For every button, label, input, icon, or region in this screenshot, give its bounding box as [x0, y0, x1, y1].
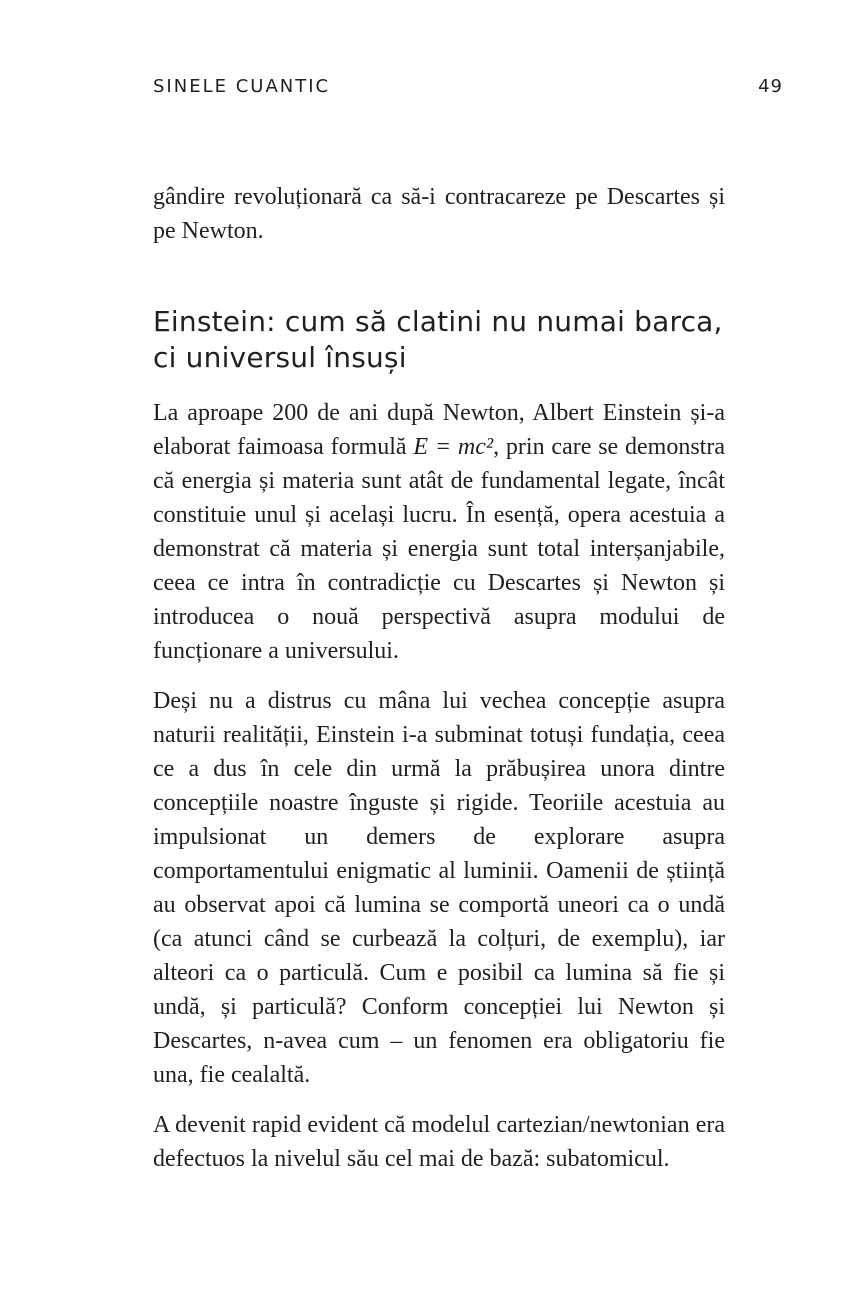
- paragraph-einstein-formula: [153, 396, 725, 668]
- paragraph-light-nature: Deși nu a distrus cu mâna lui vechea concepție asupra naturii realității, Einstein i-a subminat totuși fundația, ceea ce a dus în cele din urmă la prăbușirea unora dintre concepțiile noastre înguste și rigide. Teoriile acestuia au impulsionat un demers de explorare asupra comportamentului enigmatic al luminii. Oamenii de știință au observat apoi că lumina se comportă uneori ca o undă (ca atunci când se curbează la colțuri, de exemplu), iar alteori ca o particulă. Cum e posibil ca lumina să fie și undă, și particulă? Conform concepției lui Newton și Descartes, n-avea cum – un fenomen era obligatoriu fie una, fie cealaltă.: [153, 688, 725, 1088]
- running-title: SINELE CUANTIC: [153, 76, 331, 97]
- section-heading: Einstein: cum să clatini nu numai barca, ci universul însuși: [153, 305, 723, 374]
- running-header: [153, 76, 783, 100]
- paragraph-subatomic: A devenit rapid evident că modelul cartezian/newtonian era defectuos la nivelul său cel mai de bază: subatomicul.: [153, 1112, 725, 1172]
- page-number: 49: [758, 76, 783, 97]
- paragraph-text: La aproape 200 de ani după Newton, Albert Einstein și-a elaborat faimoasa formulă: [153, 400, 725, 460]
- page-body: [153, 180, 725, 1192]
- paragraph-text: , prin care se demonstra că energia și materia sunt atât de fundamental legate, încât constituie unul și același lucru. În esență, opera acestuia a demonstrat că materia și energia sunt total interșanjabile, ceea ce intra în contradicție cu Descartes și Newton și introducea o nouă perspectivă asupra modului de funcționare a universului.: [153, 434, 725, 664]
- formula-emc2: E = mc²: [413, 434, 494, 460]
- lead-paragraph: gândire revoluționară ca să-i contracareze pe Descartes și pe Newton.: [153, 184, 725, 244]
